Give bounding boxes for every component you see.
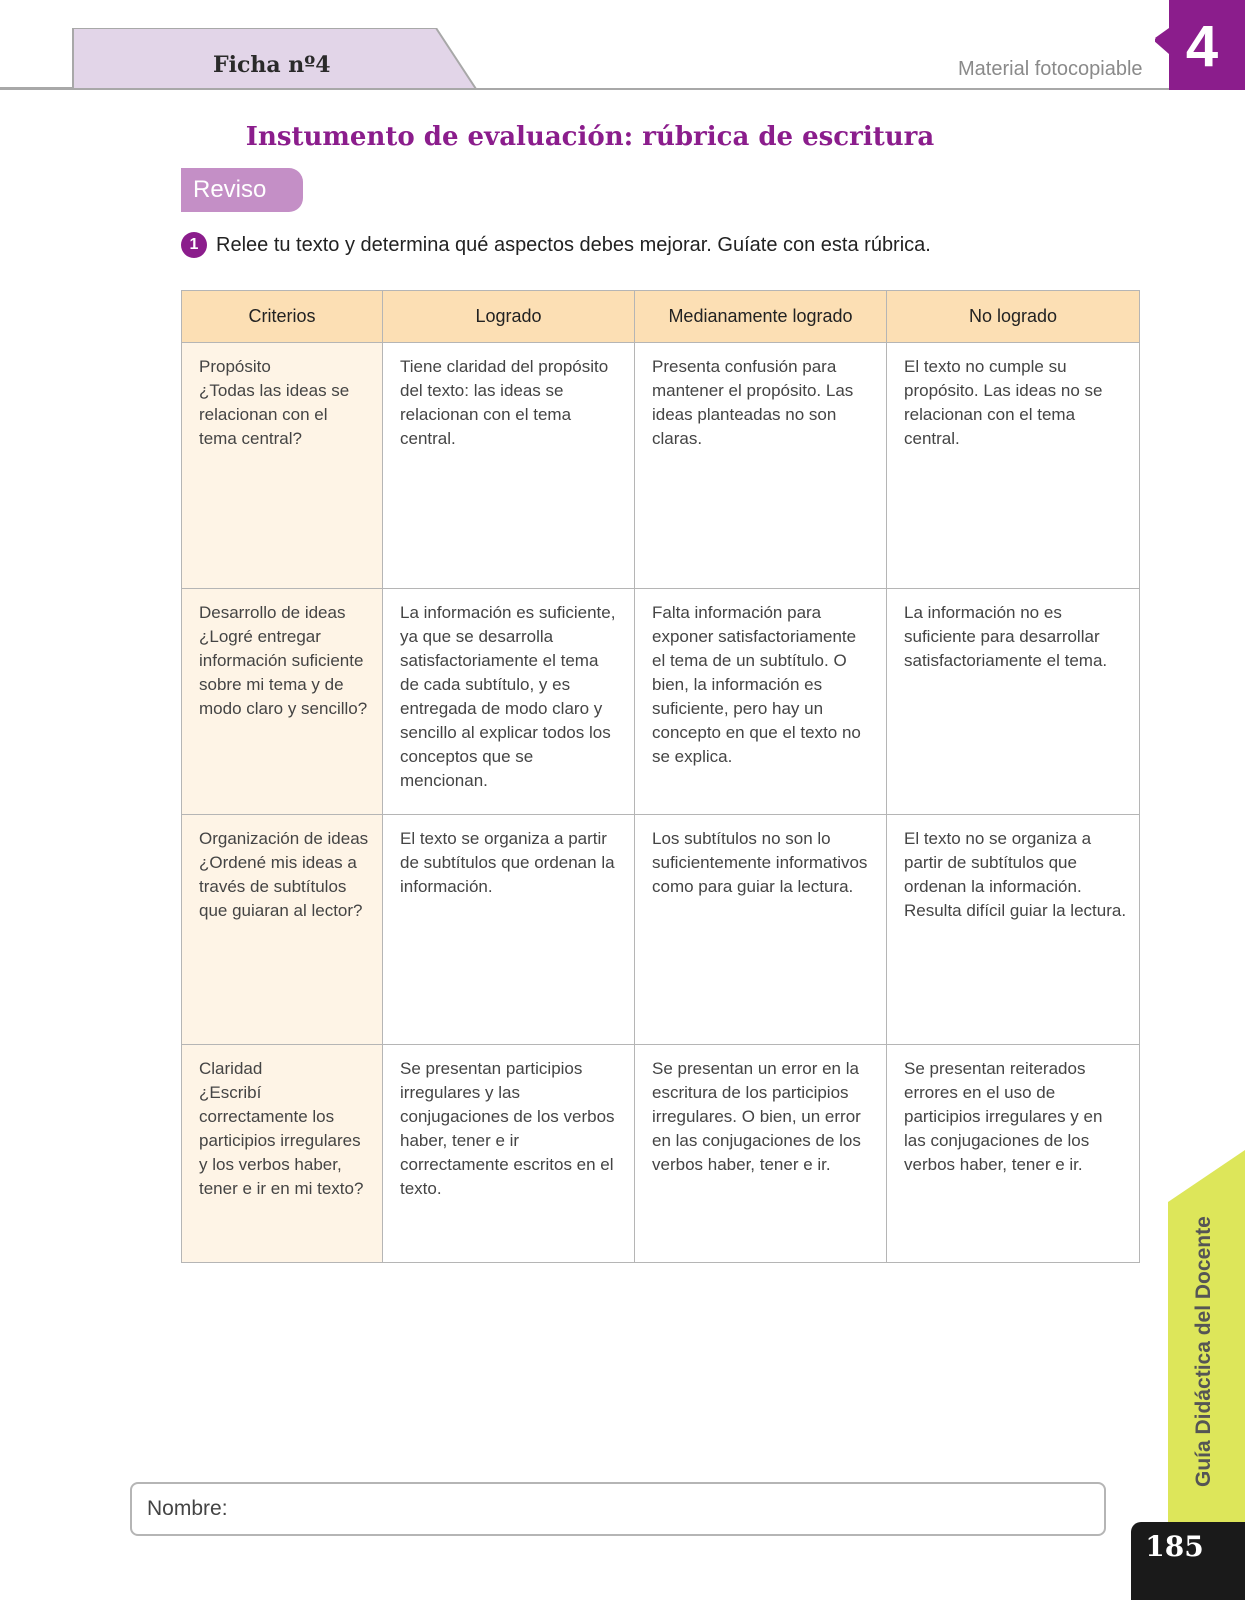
logrado-cell: La información es suficiente, ya que se desarrolla satisfactoriamente el tema de cada subtítulo, y es entregada de modo claro y sencillo al explicar todos los conceptos que se mencionan. (383, 589, 635, 815)
criterio-nombre: Claridad (199, 1059, 263, 1078)
section-label-reviso: Reviso (181, 168, 303, 212)
medianamente-cell: Se presentan un error en la escritura de los participios irregulares. O bien, un error en las conjugaciones de los verbos haber, tener e ir. (635, 1045, 887, 1263)
criterio-cell (182, 1045, 383, 1263)
criterio-pregunta: ¿Logré entregar información suficiente sobre mi tema y de modo claro y sencillo? (199, 627, 368, 718)
criterio-pregunta: ¿Ordené mis ideas a través de subtítulos que guiaran al lector? (199, 853, 363, 920)
medianamente-cell: Los subtítulos no son lo suficientemente informativos como para guiar la lectura. (635, 815, 887, 1045)
header-rule (0, 88, 1245, 90)
criterio-cell (182, 815, 383, 1045)
no-logrado-cell: Se presentan reiterados errores en el uso de participios irregulares y en las conjugaciones de los verbos haber, tener e ir. (887, 1045, 1140, 1263)
nombre-label: Nombre: (147, 1497, 228, 1520)
table-row (182, 815, 1140, 1045)
logrado-cell: Tiene claridad del propósito del texto: las ideas se relacionan con el tema central. (383, 343, 635, 589)
no-logrado-cell: El texto no se organiza a partir de subtítulos que ordenan la información. Resulta difícil guiar la lectura. (887, 815, 1140, 1045)
logrado-cell: Se presentan participios irregulares y las conjugaciones de los verbos haber, tener e ir correctamente escritos en el texto. (383, 1045, 635, 1263)
chapter-number: 4 (1185, 14, 1219, 79)
criterio-pregunta: ¿Todas las ideas se relacionan con el tema central? (199, 381, 350, 448)
table-row (182, 589, 1140, 815)
rubric-table (181, 290, 1140, 1263)
instruction (181, 232, 931, 258)
table-row (182, 343, 1140, 589)
header-logrado: Logrado (383, 291, 635, 343)
header-medianamente-logrado: Medianamente logrado (635, 291, 887, 343)
header-criterios: Criterios (182, 291, 383, 343)
ficha-label: Ficha nº4 (213, 52, 331, 78)
instruction-text: Relee tu texto y determina qué aspectos debes mejorar. Guíate con esta rúbrica. (216, 233, 931, 256)
medianamente-cell: Presenta confusión para mantener el propósito. Las ideas planteadas no son claras. (635, 343, 887, 589)
header-no-logrado: No logrado (887, 291, 1140, 343)
logrado-cell: El texto se organiza a partir de subtítulos que ordenan la información. (383, 815, 635, 1045)
criterio-nombre: Organización de ideas (199, 829, 369, 848)
side-label: Guía Didáctica del Docente (1192, 1216, 1215, 1487)
no-logrado-cell: La información no es suficiente para desarrollar satisfactoriamente el tema. (887, 589, 1140, 815)
table-row (182, 1045, 1140, 1263)
page-title: Instumento de evaluación: rúbrica de escritura (245, 122, 935, 152)
criterio-pregunta: ¿Escribí correctamente los participios irregulares y los verbos haber, tener e ir en mi texto? (199, 1083, 364, 1198)
criterio-nombre: Desarrollo de ideas (199, 603, 346, 622)
medianamente-cell: Falta información para exponer satisfactoriamente el tema de un subtítulo. O bien, la información es suficiente, pero hay un concepto en que el texto no se explica. (635, 589, 887, 815)
page-number: 185 (1145, 1530, 1204, 1563)
material-fotocopiable-label: Material fotocopiable (958, 58, 1143, 80)
rubric-header-row (182, 291, 1140, 343)
nombre-field[interactable] (130, 1482, 1106, 1536)
criterio-cell (182, 589, 383, 815)
criterio-nombre: Propósito (199, 357, 271, 376)
no-logrado-cell: El texto no cumple su propósito. Las ideas no se relacionan con el tema central. (887, 343, 1140, 589)
instruction-number-badge: 1 (181, 232, 207, 258)
criterio-cell (182, 343, 383, 589)
